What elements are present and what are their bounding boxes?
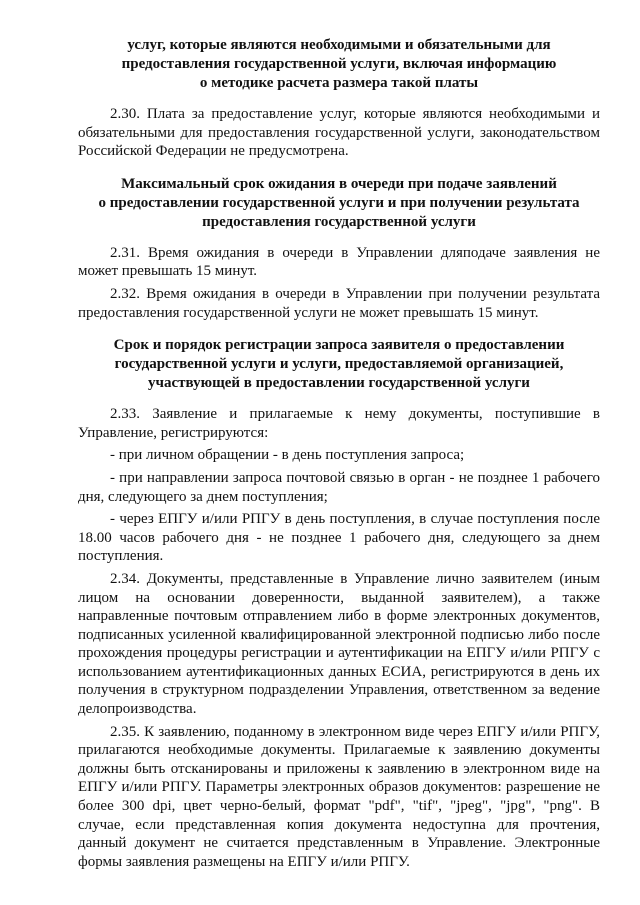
- section-heading: [78, 175, 600, 232]
- paragraph-2-34: 2.34. Документы, представленные в Управление лично заявителем (иным лицом на основании доверенности, выданной заявителем), а также направленные почтовым отправлением либо в форме электронных документов, подписанных усиленной квалифицированной электронной подписью либо после прохождения процедуры регистрации и аутентификации на ЕПГУ и/или РПГУ с использованием аутентификационных данных ЕСИА, регистрируются в день их получения в структурном подразделении Управления, ответственном за ведение делопроизводства.: [78, 570, 600, 718]
- paragraph-2-33: 2.33. Заявление и прилагаемые к нему документы, поступившие в Управление, регистрируются:: [78, 406, 600, 441]
- heading-line: Максимальный срок ожидания в очереди при подаче заявлений: [121, 175, 557, 192]
- list-item: - при личном обращении - в день поступления запроса;: [110, 447, 465, 464]
- heading-line: о предоставлении государственной услуги и при получении результата: [98, 194, 580, 211]
- document-page: [78, 36, 600, 871]
- heading-line: о методике расчета размера такой платы: [199, 75, 479, 91]
- list-item: - через ЕПГУ и/или РПГУ в день поступления, в случае поступления после 18.00 часов рабочего дня - не позднее 1 рабочего дня, следующего за днем поступления.: [78, 511, 600, 565]
- section-queue-time: [78, 175, 600, 322]
- paragraph-2-32: 2.32. Время ожидания в очереди в Управлении при получении результата предоставления государственной услуги не может превышать 15 минут.: [78, 285, 600, 321]
- section-fee-services: [78, 36, 600, 161]
- heading-line: предоставления государственной услуги: [202, 213, 476, 230]
- paragraph-2-31: 2.31. Время ожидания в очереди в Управлении дляподаче заявления не может превышать 15 минут.: [78, 244, 600, 280]
- heading-line: услуг, которые являются необходимыми и обязательными для: [127, 37, 551, 53]
- paragraph-2-30: 2.30. Плата за предоставление услуг, которые являются необходимыми и обязательными для предоставления государственной услуги, законодательством Российской Федерации не предусмотрена.: [78, 106, 600, 160]
- section-registration: [78, 336, 600, 871]
- paragraph-2-35: 2.35. К заявлению, поданному в электронном виде через ЕПГУ и/или РПГУ, прилагаются необходимые документы. Прилагаемые к заявлению документы должны быть отсканированы и приложены к заявлению в электронном виде на ЕПГУ и/или РПГУ. Параметры электронных образов документов: разрешение не более 300 dpi, цвет черно-белый, формат "pdf", "tif", "jpeg", "jpg", "png". В случае, если представленная копия документа недоступна для прочтения, данный документ не считается представленным в Управление. Электронные формы заявления размещены на ЕПГУ и/или РПГУ.: [78, 723, 600, 870]
- heading-line: государственной услуги и услуги, предоставляемой организацией,: [114, 356, 564, 373]
- section-heading: [78, 36, 600, 93]
- heading-line: участвующей в предоставлении государственной услуги: [148, 375, 530, 392]
- list-item: - при направлении запроса почтовой связью в орган - не позднее 1 рабочего дня, следующего за днем поступления;: [78, 469, 600, 505]
- heading-line: предоставления государственной услуги, включая информацию: [121, 56, 557, 72]
- section-heading: [78, 336, 600, 393]
- heading-line: Срок и порядок регистрации запроса заявителя о предоставлении: [113, 337, 565, 354]
